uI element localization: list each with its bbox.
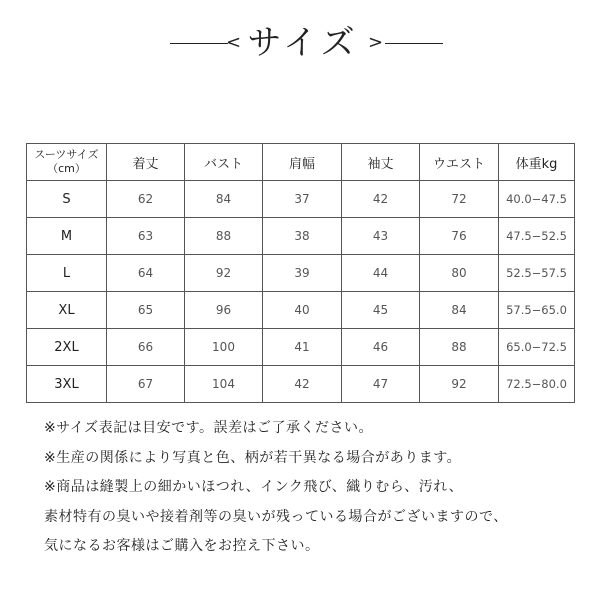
- table-cell: 42: [342, 181, 420, 218]
- table-cell: 65.0−72.5: [499, 329, 575, 366]
- table-cell: 104: [185, 366, 263, 403]
- chevron-right-icon: >: [368, 32, 384, 53]
- page-header: [0, 22, 600, 66]
- table-cell: 40: [263, 292, 342, 329]
- size-label: M: [27, 218, 107, 255]
- table-cell: 88: [420, 329, 499, 366]
- column-header: 着丈: [107, 144, 185, 181]
- page-title: サイズ: [247, 23, 359, 63]
- size-label: 3XL: [27, 366, 107, 403]
- note-line: 素材特有の臭いや接着剤等の臭いが残っている場合がございますので、: [44, 508, 508, 525]
- table-cell: 72.5−80.0: [499, 366, 575, 403]
- table-cell: 80: [420, 255, 499, 292]
- column-header: 肩幅: [263, 144, 342, 181]
- notes-section: [44, 414, 584, 562]
- size-label: S: [27, 181, 107, 218]
- table-row: [27, 329, 575, 366]
- table-cell: 88: [185, 218, 263, 255]
- note-line: ※生産の関係により写真と色、柄が若干異なる場合があります。: [44, 449, 462, 466]
- table-cell: 38: [263, 218, 342, 255]
- table-cell: 63: [107, 218, 185, 255]
- table-cell: 43: [342, 218, 420, 255]
- table-cell: 66: [107, 329, 185, 366]
- size-header-label: スーツサイズ: [34, 148, 99, 161]
- table-cell: 84: [420, 292, 499, 329]
- table-cell: 39: [263, 255, 342, 292]
- title-rule-left: [170, 43, 228, 44]
- table-cell: 47: [342, 366, 420, 403]
- table-cell: 62: [107, 181, 185, 218]
- table-row: [27, 218, 575, 255]
- column-header: 袖丈: [342, 144, 420, 181]
- note-line: ※サイズ表記は目安です。誤差はご了承ください。: [44, 420, 373, 436]
- chevron-left-icon: <: [226, 32, 242, 53]
- table-cell: 76: [420, 218, 499, 255]
- table-header-row: [27, 144, 575, 181]
- table-row: [27, 366, 575, 403]
- table-cell: 100: [185, 329, 263, 366]
- table-cell: 41: [263, 329, 342, 366]
- table-cell: 92: [185, 255, 263, 292]
- column-header: バスト: [185, 144, 263, 181]
- table-cell: 92: [420, 366, 499, 403]
- table-row: [27, 255, 575, 292]
- note-line: ※商品は縫製上の細かいほつれ、インク飛び、織りむら、汚れ、: [44, 479, 464, 495]
- size-table: [26, 143, 575, 403]
- table-cell: 45: [342, 292, 420, 329]
- table-cell: 84: [185, 181, 263, 218]
- size-header-cell: [27, 144, 107, 181]
- size-label: L: [27, 255, 107, 292]
- table-cell: 52.5−57.5: [499, 255, 575, 292]
- table-cell: 64: [107, 255, 185, 292]
- table-cell: 47.5−52.5: [499, 218, 575, 255]
- table-cell: 42: [263, 366, 342, 403]
- column-header: ウエスト: [420, 144, 499, 181]
- size-header-unit: （cm）: [47, 162, 86, 175]
- table-cell: 44: [342, 255, 420, 292]
- table-cell: 72: [420, 181, 499, 218]
- table-row: [27, 292, 575, 329]
- table-cell: 65: [107, 292, 185, 329]
- note-line: 気になるお客様はご購入をお控え下さい。: [44, 538, 320, 554]
- size-label: 2XL: [27, 329, 107, 366]
- column-header: 体重kg: [499, 144, 575, 181]
- table-cell: 37: [263, 181, 342, 218]
- title-rule-right: [385, 43, 443, 44]
- size-label: XL: [27, 292, 107, 329]
- table-row: [27, 181, 575, 218]
- table-cell: 46: [342, 329, 420, 366]
- table-cell: 57.5−65.0: [499, 292, 575, 329]
- table-cell: 67: [107, 366, 185, 403]
- table-cell: 40.0−47.5: [499, 181, 575, 218]
- table-cell: 96: [185, 292, 263, 329]
